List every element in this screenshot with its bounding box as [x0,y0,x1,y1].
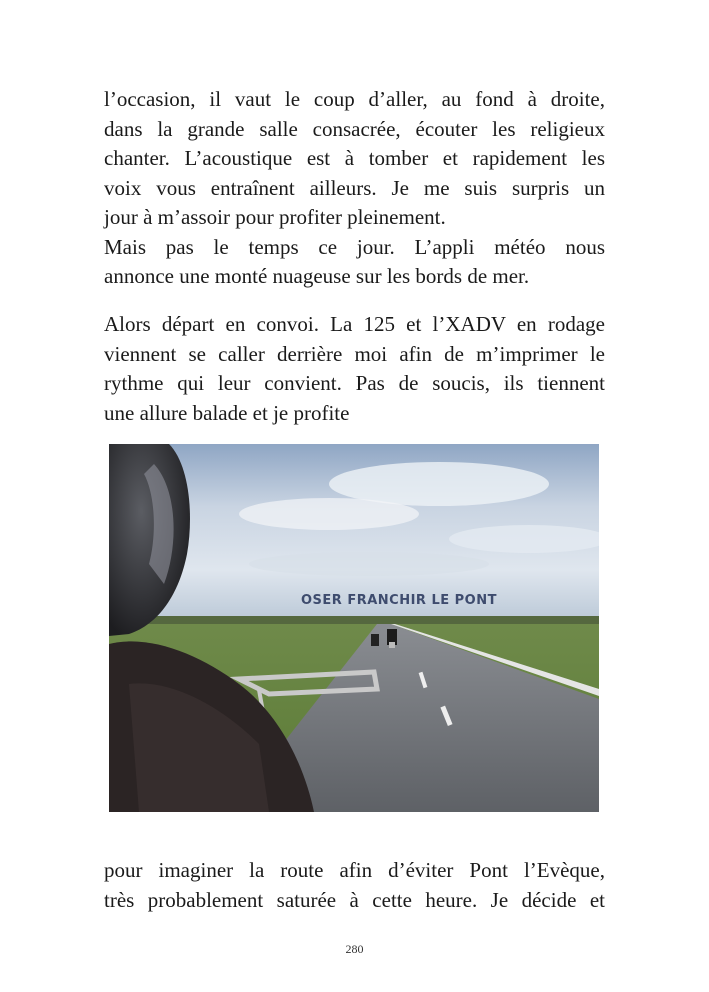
text-line: rythme qui leur convient. Pas de soucis, ils tiennent [104,371,605,395]
road-photo [109,444,599,812]
text-line: très probablement saturée à cette heure. Je décide et [104,887,605,912]
paragraph-middle [104,310,605,428]
text-line: Alors départ en convoi. La 125 et l’XADV en rodage [104,312,605,336]
paragraph-top [104,85,605,292]
text-line: jour à m’assoir pour profiter pleinement. [104,205,446,229]
text-line: pour imaginer la route afin d’éviter Pont l’Evèque, [104,858,605,882]
text-line: une allure balade et je profite [104,400,350,425]
text-line: chanter. L’acoustique est à tomber et rapidement les [104,146,605,170]
photo-caption: OSER FRANCHIR LE PONT [301,593,497,608]
text-line: l’occasion, il vaut le coup d’aller, au fond à droite, [104,87,605,111]
text-line: Mais pas le temps ce jour. L’appli météo nous [104,234,605,259]
paragraph-bottom [104,856,605,915]
road-photo-image [109,444,599,812]
text-line: viennent se caller derrière moi afin de m’imprimer le [104,341,605,366]
text-line: dans la grande salle consacrée, écouter les religieux [104,116,605,141]
page-number: 280 [345,942,364,956]
text-line: voix vous entraînent ailleurs. Je me suis surpris un [104,175,605,200]
text-line: annonce une monté nuageuse sur les bords de mer. [104,264,530,288]
